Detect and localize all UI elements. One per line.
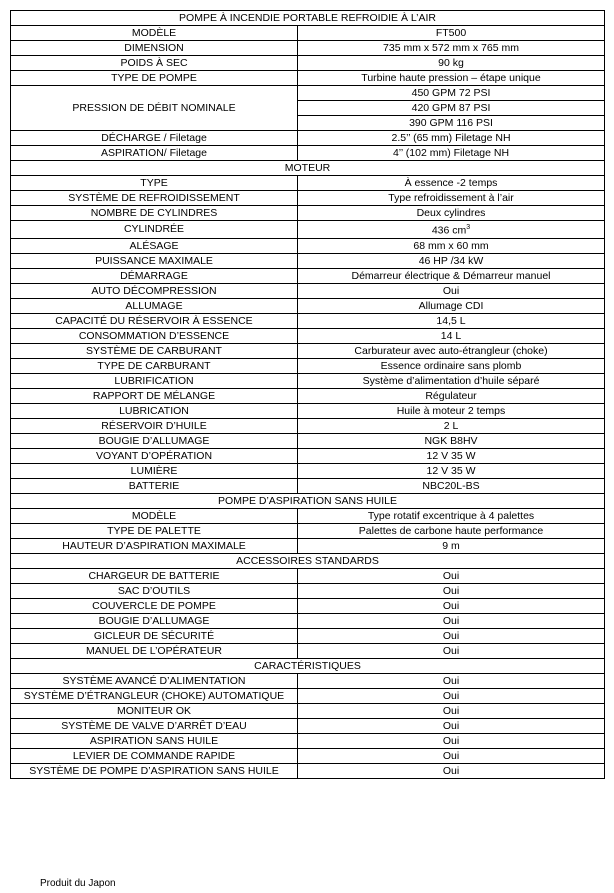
table-row [11, 283, 605, 298]
spec-value: Type rotatif excentrique à 4 palettes [298, 508, 605, 523]
table-row [11, 463, 605, 478]
spec-label: TYPE DE CARBURANT [11, 358, 298, 373]
pressure-value-3: 390 GPM 116 PSI [298, 116, 605, 131]
spec-label: PUISSANCE MAXIMALE [11, 253, 298, 268]
table-row [11, 131, 605, 146]
spec-value: Oui [298, 733, 605, 748]
spec-value: Oui [298, 583, 605, 598]
spec-value: 12 V 35 W [298, 463, 605, 478]
section-features: CARACTÉRISTIQUES [11, 658, 605, 673]
spec-label: RÉSERVOIR D’HUILE [11, 418, 298, 433]
spec-label: CONSOMMATION D’ESSENCE [11, 328, 298, 343]
spec-value: 46 HP /34 kW [298, 253, 605, 268]
table-row [11, 763, 605, 778]
section-engine: MOTEUR [11, 161, 605, 176]
table-row [11, 146, 605, 161]
table-row [11, 448, 605, 463]
spec-label: CAPACITÉ DU RÉSERVOIR À ESSENCE [11, 313, 298, 328]
table-row [11, 343, 605, 358]
spec-label: SYSTÈME DE VALVE D’ARRÊT D’EAU [11, 718, 298, 733]
spec-value: Système d’alimentation d’huile séparé [298, 373, 605, 388]
table-row [11, 613, 605, 628]
spec-label: LUMIÈRE [11, 463, 298, 478]
spec-value: NBC20L-BS [298, 478, 605, 493]
table-row [11, 253, 605, 268]
footer-origin: Produit du Japon [40, 878, 116, 889]
spec-label: TYPE [11, 176, 298, 191]
spec-value: Oui [298, 283, 605, 298]
table-row [11, 191, 605, 206]
spec-value: Démarreur électrique & Démarreur manuel [298, 268, 605, 283]
section-accessories: ACCESSOIRES STANDARDS [11, 553, 605, 568]
spec-label: DÉMARRAGE [11, 268, 298, 283]
table-row [11, 56, 605, 71]
table-row [11, 328, 605, 343]
spec-value: Huile à moteur 2 temps [298, 403, 605, 418]
table-row [11, 268, 605, 283]
spec-label: CHARGEUR DE BATTERIE [11, 568, 298, 583]
table-row [11, 41, 605, 56]
table-row [11, 313, 605, 328]
spec-value: Palettes de carbone haute performance [298, 523, 605, 538]
spec-label: POIDS À SEC [11, 56, 298, 71]
table-row [11, 298, 605, 313]
spec-label: LEVIER DE COMMANDE RAPIDE [11, 748, 298, 763]
spec-label: SYSTÈME DE REFROIDISSEMENT [11, 191, 298, 206]
spec-value: Allumage CDI [298, 298, 605, 313]
spec-label: DIMENSION [11, 41, 298, 56]
spec-value: Carburateur avec auto-étrangleur (choke) [298, 343, 605, 358]
spec-value: FT500 [298, 26, 605, 41]
spec-value: Oui [298, 688, 605, 703]
spec-value: Oui [298, 598, 605, 613]
spec-value: 2.5’’ (65 mm) Filetage NH [298, 131, 605, 146]
spec-label: BOUGIE D’ALLUMAGE [11, 433, 298, 448]
displacement-row [11, 221, 605, 239]
spec-label: ALÉSAGE [11, 238, 298, 253]
section-priming: POMPE D’ASPIRATION SANS HUILE [11, 493, 605, 508]
spec-value: Turbine haute pression – étape unique [298, 71, 605, 86]
spec-label: MANUEL DE L’OPÉRATEUR [11, 643, 298, 658]
spec-value: Oui [298, 763, 605, 778]
table-row [11, 673, 605, 688]
table-row [11, 358, 605, 373]
spec-value: Oui [298, 568, 605, 583]
spec-label: SYSTÈME AVANCÉ D’ALIMENTATION [11, 673, 298, 688]
spec-value: Oui [298, 748, 605, 763]
table-title: POMPE À INCENDIE PORTABLE REFROIDIE À L’AIR [11, 11, 605, 26]
pressure-row-1 [11, 86, 605, 101]
table-row [11, 418, 605, 433]
spec-label: VOYANT D’OPÉRATION [11, 448, 298, 463]
spec-label: NOMBRE DE CYLINDRES [11, 206, 298, 221]
table-row [11, 388, 605, 403]
pressure-value-2: 420 GPM 87 PSI [298, 101, 605, 116]
table-row [11, 718, 605, 733]
table-row [11, 176, 605, 191]
spec-value: Oui [298, 673, 605, 688]
spec-label: LUBRIFICATION [11, 373, 298, 388]
spec-table [10, 10, 605, 779]
spec-value: 2 L [298, 418, 605, 433]
spec-value: Oui [298, 718, 605, 733]
table-row [11, 238, 605, 253]
table-row [11, 373, 605, 388]
spec-label: LUBRICATION [11, 403, 298, 418]
table-row [11, 478, 605, 493]
table-row [11, 628, 605, 643]
spec-value: Oui [298, 628, 605, 643]
spec-label: AUTO DÉCOMPRESSION [11, 283, 298, 298]
pressure-value-1: 450 GPM 72 PSI [298, 86, 605, 101]
table-row [11, 538, 605, 553]
table-row [11, 26, 605, 41]
table-row [11, 748, 605, 763]
table-row [11, 688, 605, 703]
table-row [11, 433, 605, 448]
spec-value: 12 V 35 W [298, 448, 605, 463]
spec-label: TYPE DE POMPE [11, 71, 298, 86]
section-engine-row [11, 161, 605, 176]
table-row [11, 523, 605, 538]
table-row [11, 508, 605, 523]
spec-value: 9 m [298, 538, 605, 553]
spec-value: 14,5 L [298, 313, 605, 328]
spec-label: COUVERCLE DE POMPE [11, 598, 298, 613]
table-row [11, 403, 605, 418]
spec-value: Oui [298, 643, 605, 658]
spec-label: MODÈLE [11, 26, 298, 41]
spec-label: ASPIRATION/ Filetage [11, 146, 298, 161]
spec-label: BATTERIE [11, 478, 298, 493]
spec-value: 14 L [298, 328, 605, 343]
spec-value: Deux cylindres [298, 206, 605, 221]
displacement-number: 436 cm [431, 224, 467, 237]
spec-value: Oui [298, 703, 605, 718]
table-row [11, 71, 605, 86]
displacement-value [298, 221, 605, 239]
spec-label: BOUGIE D’ALLUMAGE [11, 613, 298, 628]
spec-value: NGK B8HV [298, 433, 605, 448]
spec-value: 90 kg [298, 56, 605, 71]
spec-label: SAC D’OUTILS [11, 583, 298, 598]
spec-label: SYSTÈME DE CARBURANT [11, 343, 298, 358]
table-row [11, 733, 605, 748]
spec-value: Régulateur [298, 388, 605, 403]
section-priming-row [11, 493, 605, 508]
spec-label: TYPE DE PALETTE [11, 523, 298, 538]
table-row [11, 583, 605, 598]
spec-label: DÉCHARGE / Filetage [11, 131, 298, 146]
spec-label: RAPPORT DE MÉLANGE [11, 388, 298, 403]
table-row [11, 206, 605, 221]
spec-label: HAUTEUR D’ASPIRATION MAXIMALE [11, 538, 298, 553]
spec-value: 68 mm x 60 mm [298, 238, 605, 253]
spec-value: Type refroidissement à l’air [298, 191, 605, 206]
pressure-label: PRESSION DE DÉBIT NOMINALE [11, 86, 298, 131]
table-row [11, 703, 605, 718]
spec-label: SYSTÈME DE POMPE D’ASPIRATION SANS HUILE [11, 763, 298, 778]
table-row [11, 568, 605, 583]
spec-value: Oui [298, 613, 605, 628]
displacement-label: CYLINDRÉE [11, 221, 298, 239]
spec-label: GICLEUR DE SÉCURITÉ [11, 628, 298, 643]
spec-label: ASPIRATION SANS HUILE [11, 733, 298, 748]
spec-value: Essence ordinaire sans plomb [298, 358, 605, 373]
spec-label: SYSTÈME D’ÉTRANGLEUR (CHOKE) AUTOMATIQUE [11, 688, 298, 703]
spec-label: ALLUMAGE [11, 298, 298, 313]
displacement-unit-sup: 3 [466, 224, 471, 231]
spec-value: À essence -2 temps [298, 176, 605, 191]
spec-label: MODÈLE [11, 508, 298, 523]
table-title-row [11, 11, 605, 26]
spec-label: MONITEUR OK [11, 703, 298, 718]
spec-value: 4’’ (102 mm) Filetage NH [298, 146, 605, 161]
spec-value: 735 mm x 572 mm x 765 mm [298, 41, 605, 56]
table-row [11, 598, 605, 613]
table-row [11, 643, 605, 658]
section-features-row [11, 658, 605, 673]
section-accessories-row [11, 553, 605, 568]
